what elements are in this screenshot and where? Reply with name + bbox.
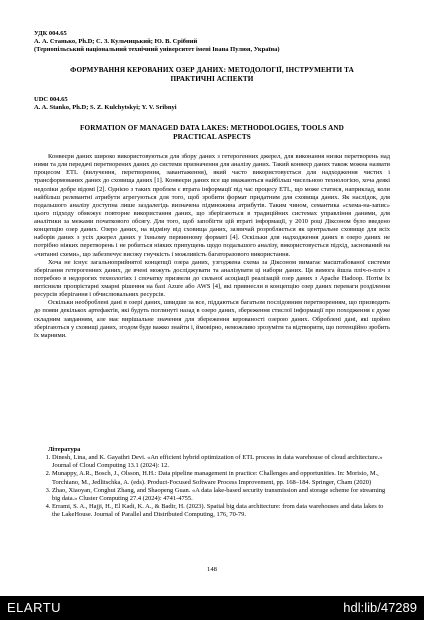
- title-en: FORMATION OF MANAGED DATA LAKES: METHODOLOGIES, TOOLS AND PRACTICAL ASPECTS: [80, 124, 344, 141]
- reference-item: 3. Zhao, Xiaoyan, Conghui Zhang, and Shaopeng Guan. «A data lake-based security transmission and storage scheme for streaming big data.» Cluster Computing 27.4 (2024): 4741-4755.: [52, 487, 390, 503]
- reference-item: 2. Munappy, A.R., Bosch, J., Olsson, H.H.: Data pipeline management in practice: Challenges and opportunities. In: Morisio, M., Torchiano, M., Jedlitschka, A. (eds). Product-Focused Software Process Improvement, pp. 168–184. Springer, Cham (2020): [52, 470, 390, 486]
- authors-ua: А. А. Станько, Ph.D; С. З. Кульчицький; Ю. В. Срібний: [34, 38, 198, 45]
- reference-item: 1. Dinesh, Lina, and K. Gayathri Devi. «An efficient hybrid optimization of ETL process in data warehouse of cloud architecture.» Journal of Cloud Computing 13.1 (2024): 12.: [52, 454, 390, 470]
- affiliation-ua: (Тернопільський національний технічний університет імені Івана Пулюя, Україна): [34, 46, 280, 53]
- reference-item: 4. Errami, S. A., Hajji, H., El Kadi, K. A., & Badir, H. (2023). Spatial big data architecture: from data warehouses and data lakes to the LakeHouse. Journal of Parallel and Distributed Computing, 176, 70-79.: [52, 503, 390, 519]
- references-list: [34, 454, 390, 519]
- title-ua: ФОРМУВАННЯ КЕРОВАНИХ ОЗЕР ДАНИХ: МЕТОДОЛОГІЇ, ІНСТРУМЕНТИ ТА ПРАКТИЧНІ АСПЕКТИ: [70, 66, 354, 83]
- footer-bar: [0, 596, 424, 620]
- body-text: [34, 153, 390, 340]
- udc-ua: УДК 004.65: [34, 30, 67, 37]
- references: [34, 446, 390, 519]
- paragraph: Конвеєри даних широко використовуються для збору даних з гетерогенних джерел, для виконання низки перетворень над ними та для передачі перетворених даних до системи призначення для аналізу даних. Такий конвеєр даних також можна назвати процесом ETL (вилучення, перетворення, завантаження), який часто використовується для надходження чистих і трансформованих даних до сховища даних [1]. Конвеєри даних все ще вважаються найбільш чисельною технологією, хоча деякі недоліки добре відомі [2]. Однією з таких проблем є втрата інформації під час процесу ETL, що може статися, наприклад, коли найбільш релевантні атрибути агрегуються для того, щоб зробити формат придатним для сховища даних. Як наслідок, для подальшого аналізу доступна лише заздалегідь визначена підмножина атрибутів. Таким чином, семантика «схема-на-запис» цього підходу обмежує повторне використання даних, що зберігаються в традиційних системах управління даними, для аналітики за межами початкового обсягу. Для того, щоб запобігти цій втраті інформації, у 2010 році Діксоном було введено концепцію озер даних. Озеро даних, на відміну від сховища даних, зазвичай розробляється як центральне сховище для всіх наборів даних з усіх джерел даних у їхньому первинному форматі [4]. Оскільки для надходження даних в озеро даних не потрібно ніяких перетворень і не робиться ніяких припущень щодо подальшого аналізу, використовується підхід, заснований на «читанні схеми», що забезпечує високу гнучкість і можливість багаторазового використання.: [34, 153, 390, 258]
- paragraph: Хоча не існує загальноприйнятої концепції озера даних, узгоджена схема за Діксоном вимагає масштабованої системи зберігання гетерогенних даних, де вчені можуть досліджувати та аналізувати ці набори даних. Ця вимога йшла пліч-о-пліч з потребою в недорогих технологіях і спочатку призвели до сильної асоціації реалізацій озер даних з Apache Hadoop. Потім їх витіснили пропрієтарні хмарні рішення на базі Azure або AWS [4], які привнесли в концепцію озер даних переваги розділення ресурсів зберігання і обчислювальних ресурсів.: [34, 258, 390, 299]
- handle-identifier: hdl:lib/47289: [343, 600, 417, 615]
- authors-en: A. A. Stanko, Ph.D; S. Z. Kulchytskyi; Y. V. Sribnyi: [34, 104, 177, 111]
- page-number: 148: [207, 566, 217, 573]
- references-heading: Література: [48, 446, 81, 453]
- udc-en: UDC 004.65: [34, 96, 68, 103]
- paragraph: Оскільки необроблені дані в озері даних, швидше за все, піддаються багатьом послідовним перетворенням, що призводить до появи декількох артефактів, які будуть поглинуті назад в озеро даних, збереження стислої інформації про походження є дуже складним завданням, але має вирішальне значення для збереження керованості озерою даних. Оброблені дані, які щойно зберігаються у сховищі даних, згодом буде важко знайти і, ймовірно, неможливо зрозуміти та відтворити, що потенційно зробить їх марними.: [34, 299, 390, 339]
- repository-name: ELARTU: [7, 600, 62, 615]
